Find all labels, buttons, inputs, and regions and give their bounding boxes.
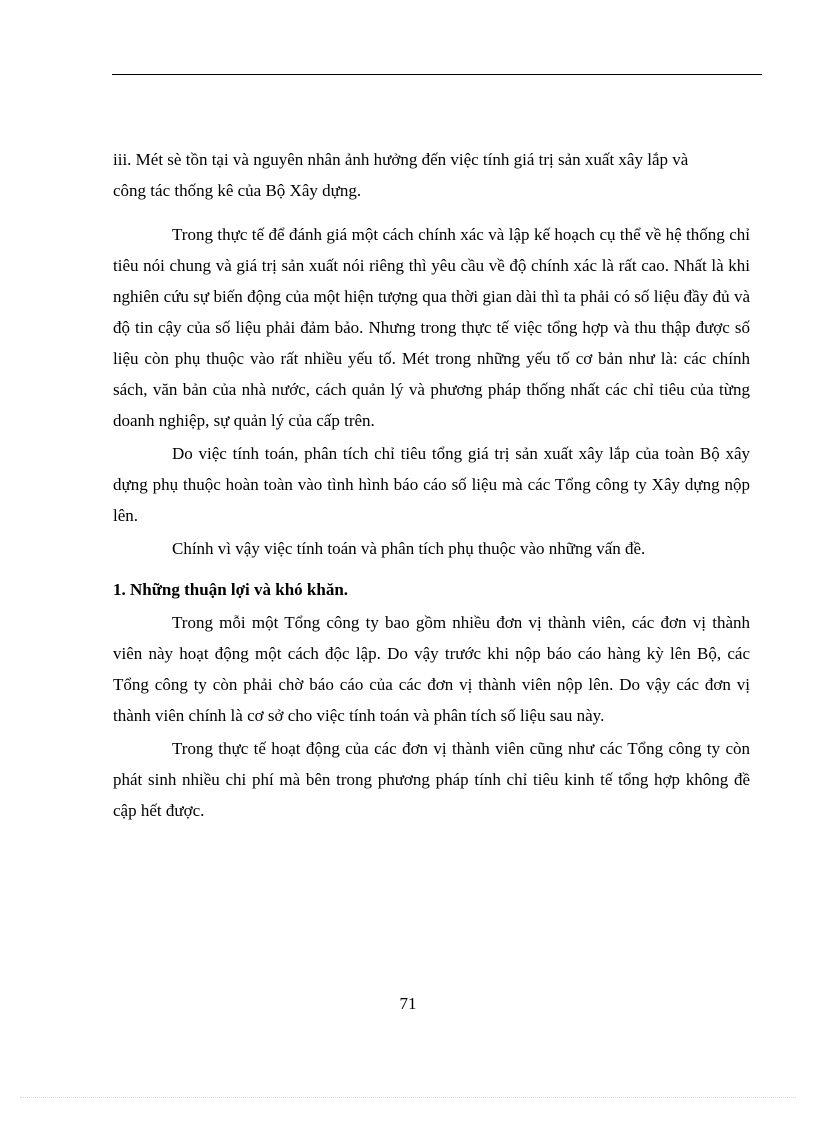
intro-paragraph-1: Trong thực tế để đánh giá một cách chính xác và lập kế hoạch cụ thể về hệ thống chỉ tiêu nói chung và giá trị sản xuất nói riêng thì yêu cầu về độ chính xác là rất cao. Nhất là khi nghiên cứu sự biến động của một hiện tượng qua thời gian dài thì ta phải có số liệu đầy đủ và độ tin cậy của số liệu phải đảm bảo. Nhưng trong thực tế việc tổng hợp và thu thập được số liệu còn phụ thuộc vào rất nhiều yếu tố. Mét trong những yếu tố cơ bản như là: các chính sách, văn bản của nhà nước, cách quản lý và phương pháp thống nhất các chỉ tiêu của từng doanh nghiệp, sự quản lý của cấp trên.: [113, 225, 750, 430]
header-rule: [112, 74, 762, 75]
section-iii-heading-line-2: công tác thống kê của Bộ Xây dựng.: [113, 181, 362, 200]
intro-paragraph-3: Chính vì vậy việc tính toán và phân tích phụ thuộc vào những vấn đề.: [172, 539, 646, 558]
intro-paragraph-2: Do việc tính toán, phân tích chỉ tiêu tổng giá trị sản xuất xây lắp của toàn Bộ xây dựng phụ thuộc hoàn toàn vào tình hình báo cáo số liệu mà các Tổng công ty Xây dựng nộp lên.: [113, 444, 750, 525]
document-body: [113, 144, 750, 826]
page-number: 71: [399, 994, 417, 1013]
section-1-title: 1. Những thuận lợi và khó khăn.: [113, 580, 349, 599]
footer-rule: [20, 1097, 796, 1098]
section-iii-heading-line-1: iii. Mét sè tồn tại và nguyên nhân ảnh hưởng đến việc tính giá trị sản xuất xây lắp và: [113, 150, 689, 169]
section-1-paragraph-1: Trong mỗi một Tổng công ty bao gồm nhiều đơn vị thành viên, các đơn vị thành viên này hoạt động một cách độc lập. Do vậy trước khi nộp báo cáo hàng kỳ lên Bộ, các Tổng công ty còn phải chờ báo cáo của các đơn vị thành viên nộp lên. Do vậy các đơn vị thành viên chính là cơ sở cho việc tính toán và phân tích số liệu sau này.: [113, 613, 750, 725]
section-1-paragraph-2: Trong thực tế hoạt động của các đơn vị thành viên cũng như các Tổng công ty còn phát sinh nhiều chi phí mà bên trong phương pháp tính chỉ tiêu kinh tế tổng hợp không đề cập hết được.: [113, 739, 750, 820]
